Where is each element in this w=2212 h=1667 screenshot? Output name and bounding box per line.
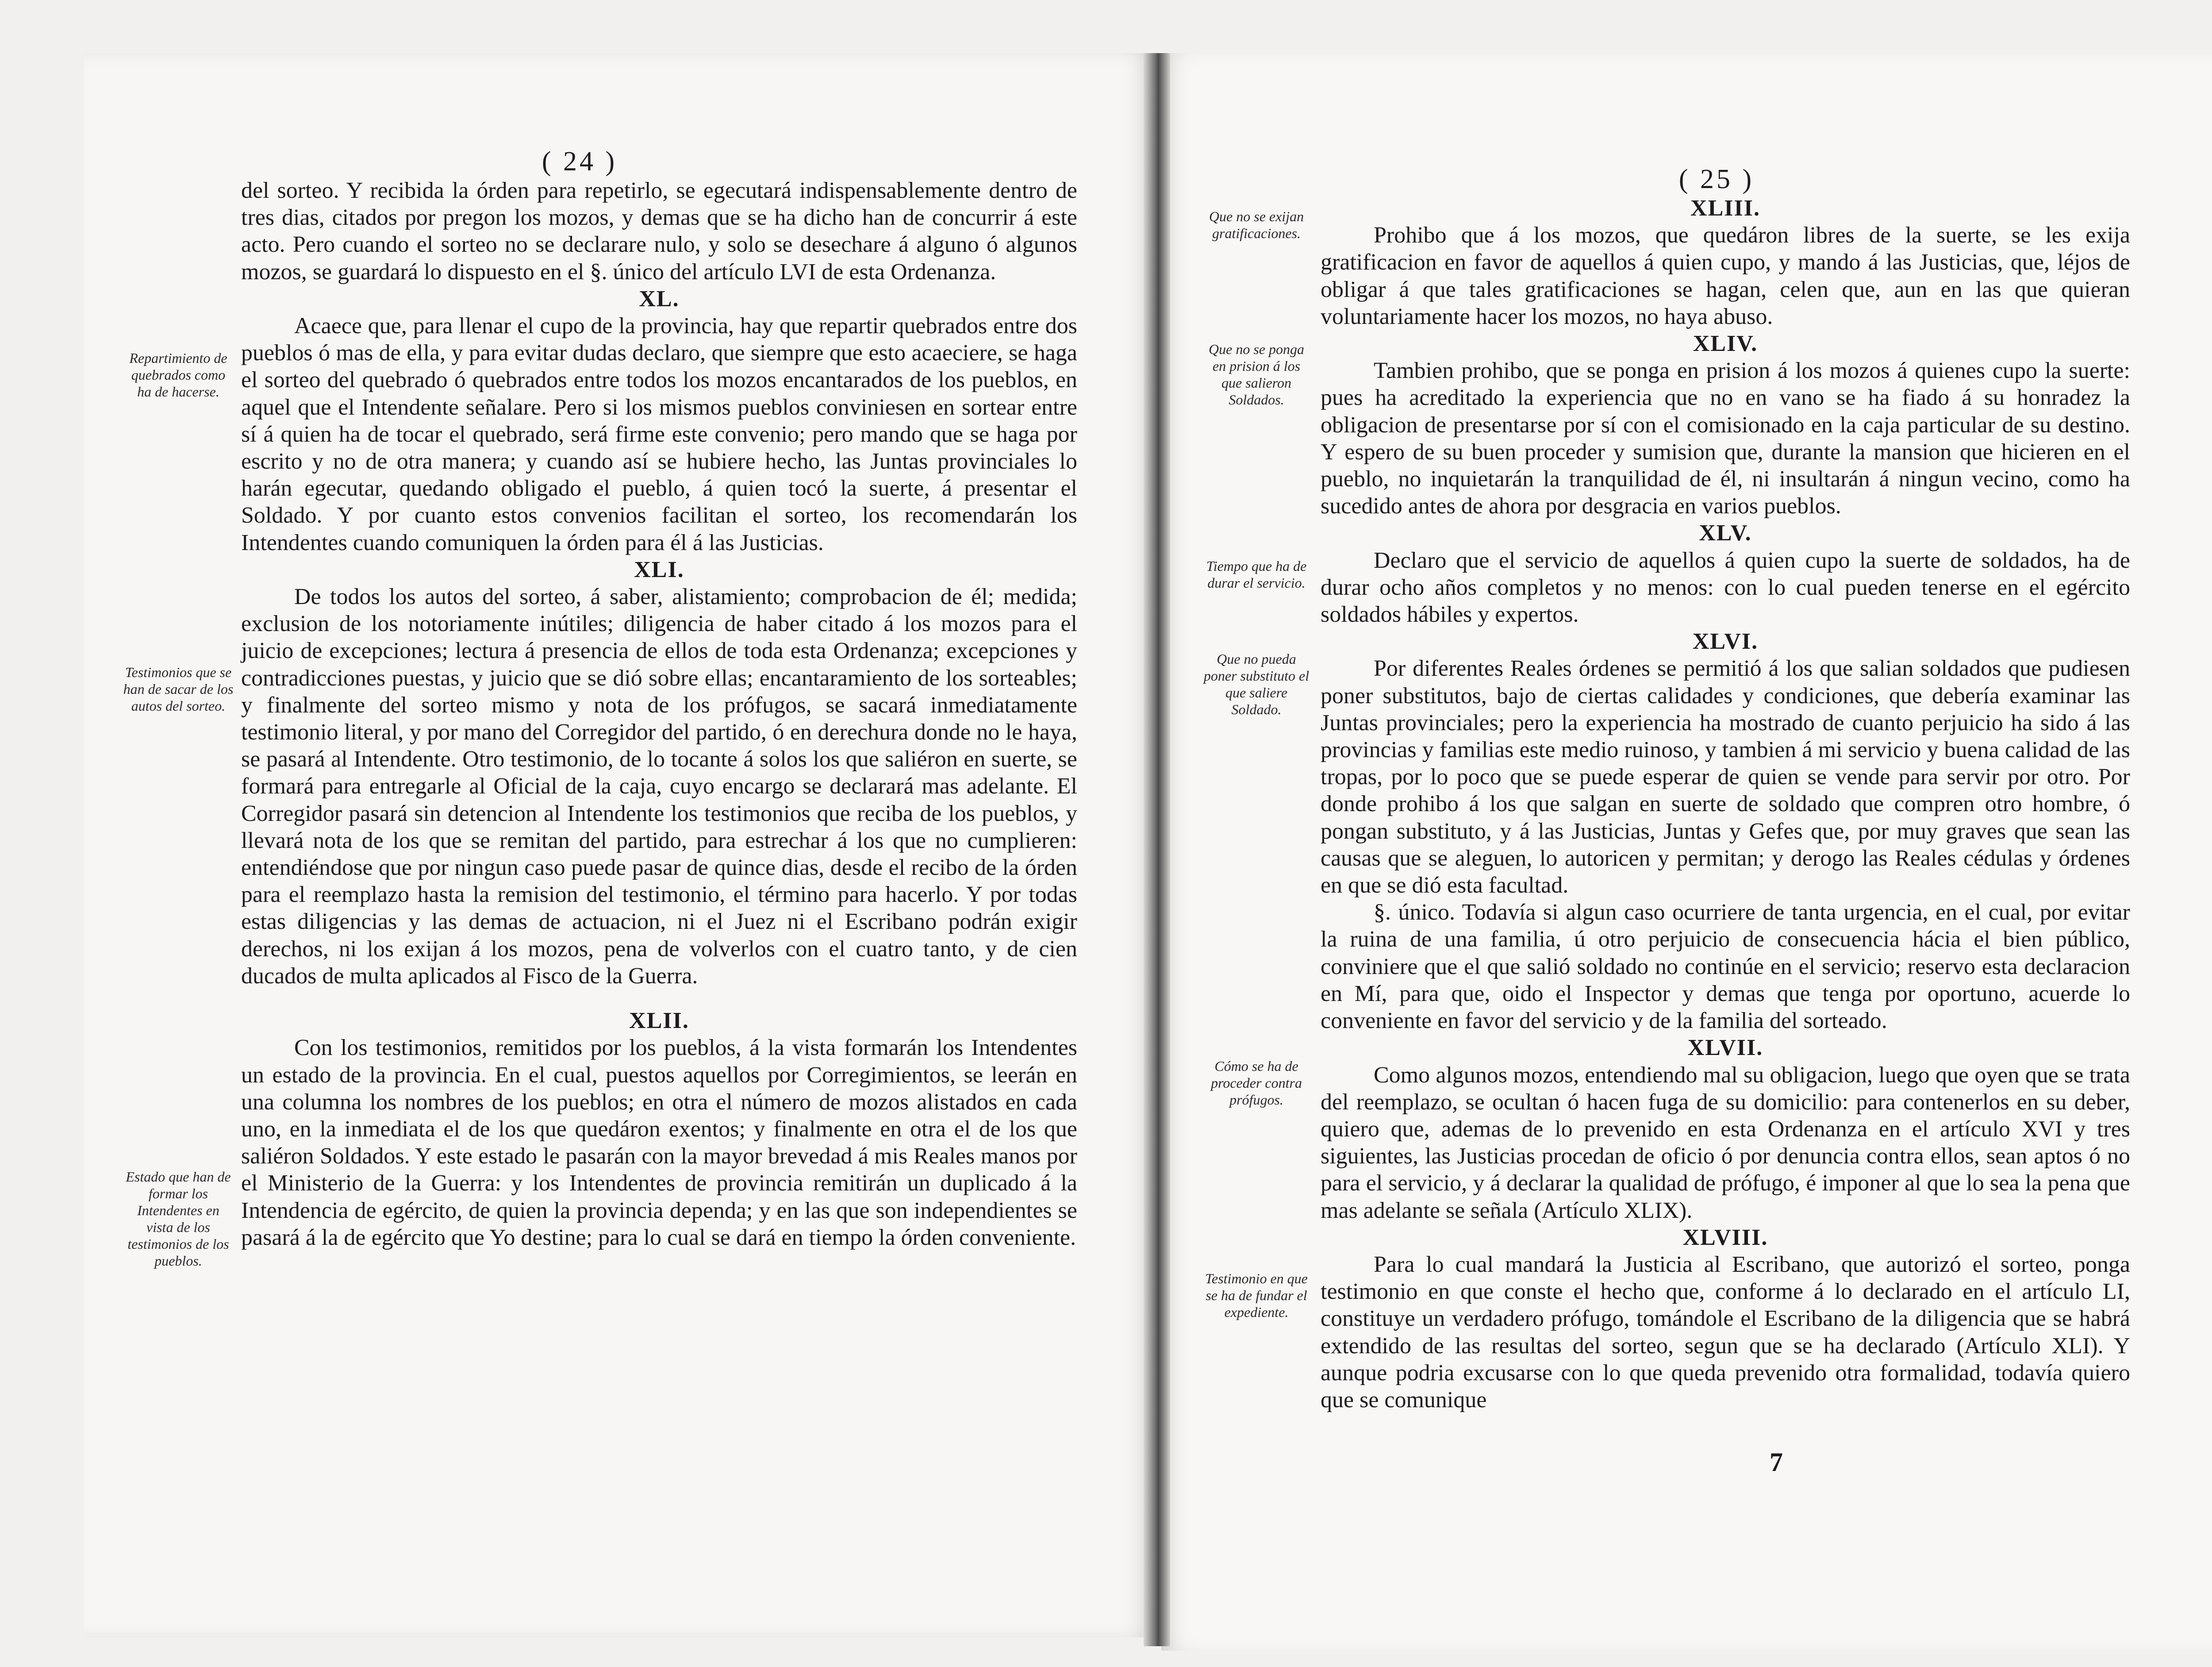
article-heading-xli: XLI. xyxy=(634,557,684,582)
article-heading-xlvi: XLVI. xyxy=(1692,629,1759,654)
margin-note-xl: Repartimiento de quebrados como ha de hacerse. xyxy=(129,350,227,400)
article-text-xl: Acaece que, para llenar el cupo de la provincia, hay que repartir quebrados entre dos pueblos ó mas de ella, y para evitar dudas declaro, que siempre que esto acaeciere, se haga el sorteo del quebrado ó quebrados entre todos los mozos encantarados de los pueblos, en aquel que el Intendente señalare. Pero si los mismos pueblos conviniesen en sortear entre sí á quien ha de tocar el quebrado, será firme este convenio; pero mando que se haga por escrito y no de otra manera; y cuando así se hubiere hecho, las Juntas provinciales lo harán egecutar, quedando obligado el pueblo, á quien tocó la suerte, á presentar el Soldado. Y por cuanto estos convenios facilitan el sorteo, los recomendarán los Intendentes cuando comuniquen la órden para él á las Justicias. xyxy=(241,313,1077,555)
article-heading-xlii: XLII. xyxy=(629,1008,689,1034)
article-heading-xlvii: XLVII. xyxy=(1687,1035,1763,1061)
margin-note-xlviii: Testimonio en que se ha de fundar el expediente. xyxy=(1205,1270,1308,1320)
article-text-xlvii: Como algunos mozos, entendiendo mal su obligacion, luego que oyen que se trata del reemplazo, se ocultan ó hacen fuga de su domicilio: para contenerlos en su deber, quiero que, ademas de lo prevenido en esta Ordenanza en el artículo XVI y tres siguientes, las Justicias procedan de oficio ó por denuncia contra ellos, sean aptos ó no para el servicio, y á declarar la qualidad de prófugo, é imponer al que lo sea la pena que mas adelante se señala (Artículo XLIX). xyxy=(1321,1062,2130,1223)
right-page-number: ( 25 ) xyxy=(1678,164,1755,194)
article-text-xlv: Declaro que el servicio de aquellos á quien cupo la suerte de soldados, ha de durar ocho años completos y no menos: con lo cual pueden tenerse en el egército soldados hábiles y expertos. xyxy=(1321,547,2130,628)
article-text-xlii: Con los testimonios, remitidos por los pueblos, á la vista formarán los Intendentes un estado de la provincia. En el cual, puestos aquellos por Corregimientos, se leerán en una columna los nombres de los pueblos; en otra el número de mozos alistados en cada uno, en la inmediata el de los que quedáron exentos; y finalmente en otra el de los que saliéron Soldados. Y este estado le pasarán con la mayor brevedad á mis Reales manos por el Ministerio de la Guerra: y los Intendentes de provincia remitirán un duplicado á la Intendencia de egército, de quien la provincia dependa; y en las que son independientes se pasará á la de egército que Yo destine; para lo cual se dará en tiempo la órden conveniente. xyxy=(241,1035,1077,1250)
article-heading-xl: XL. xyxy=(639,286,680,312)
book-gutter xyxy=(1144,53,1170,1646)
margin-note-xlii: Estado que han de formar los Intendentes en vista de los testimonios de los pueblos. xyxy=(126,1169,231,1269)
margin-note-xlvii: Cómo se ha de proceder contra prófugos. xyxy=(1211,1058,1302,1108)
article-heading-xliv: XLIV. xyxy=(1693,331,1758,357)
article-heading-xlviii: XLVIII. xyxy=(1682,1224,1768,1250)
article-text-xlvi: Por diferentes Reales órdenes se permitió á los que salian soldados que pudiesen poner substitutos, bajo de ciertas calidades y condiciones, que debería examinar las Juntas provinciales; pero la experiencia ha mostrado de cuanto perjuicio ha sido á las provincias y familias este medio ruinoso, y tambien á mi servicio y buena calidad de las tropas, por lo poco que se puede esperar de quien se vende para servir por otro. Por donde prohibo á los que salgan en suerte de soldado que compren otro hombre, ó pongan substituto, y á las Justicias, Juntas y Gefes que, por muy graves que sean las causas que se aleguen, lo autoricen y permitan; y derogo las Reales cédulas y órdenes en que se dió esta facultad. xyxy=(1321,656,2130,898)
margin-note-xlvi: Que no pueda poner substituto el que saliere Soldado. xyxy=(1203,651,1310,717)
opening-paragraph: del sorteo. Y recibida la órden para repetirlo, se egecutará indispensablemente dentro de tres dias, citados por pregon los mozos, y demas que se ha dicho han de concurrir á este acto. Pero cuando el sorteo no se declarare nulo, y solo se desechare á alguno ó algunos mozos, se guardará lo dispuesto en el §. único del artículo LVI de esta Ordenanza. xyxy=(241,178,1077,285)
margin-note-xliii: Que no se exijan gratificaciones. xyxy=(1209,208,1304,241)
signature-mark: 7 xyxy=(1770,1448,1783,1477)
left-page-number: ( 24 ) xyxy=(541,146,618,177)
article-text-xliv: Tambien prohibo, que se ponga en prision á los mozos á quienes cupo la suerte: pues ha acreditado la experiencia que no en vano se ha fiado á su honradez la obligacion de presentarse por sí con el comisionado en la caja particular de su destino. Y espero de su buen proceder y sumision que, durante la mansion que hicieren en el pueblo, no inquietarán la tranquilidad de él, ni insultarán á ningun vecino, como ha sucedido antes de ahora por desgracia en varios pueblos. xyxy=(1321,358,2130,519)
margin-note-xli: Testimonios que se han de sacar de los autos del sorteo. xyxy=(123,664,234,714)
article-heading-xliii: XLIII. xyxy=(1690,196,1760,221)
article-text-xli: De todos los autos del sorteo, á saber, alistamiento; comprobacion de él; medida; exclusion de los notoriamente inútiles; diligencia de haber citado á los mozos para el juicio de excepciones; lectura á presencia de ellos de toda esta Ordenanza; excepciones y contradicciones puestas, y juicio que se dió sobre ellas; encantaramiento de los sorteables; y finalmente del sorteo mismo y nota de los prófugos, se sacará inmediatamente testimonio literal, y por mano del Corregidor del partido, ó en derechura donde no le haya, se pasará al Intendente. Otro testimonio, de lo tocante á solos los que saliéron en suerte, se formará para entregarle al Oficial de la caja, cuyo encargo se declarará mas adelante. El Corregidor pasará sin detencion al Intendente los testimonios que reciba de los pueblos, y llevará nota de los que se remitan del partido, para estrechar á los que no cumplieren: entendiéndose que por ningun caso puede pasar de quince dias, desde el recibo de la órden para el reemplazo hasta la remision del testimonio, el término para hacerlo. Y por todas estas diligencias y las demas de actuacion, ni el Juez ni el Escribano podrán exigir derechos, ni los exijan á los mozos, pena de volverlos con el cuatro tanto, y de cien ducados de multa aplicados al Fisco de la Guerra. xyxy=(241,584,1077,989)
article-section-xlvi: §. único. Todavía si algun caso ocurriere de tanta urgencia, en el cual, por evitar la ruina de una familia, ú otro perjuicio de consecuencia hácia el bien público, conviniere que el que salió soldado no continúe en el servicio; reservo esta declaracion en Mí, para que, oido el Inspector y demas que tenga por oportuno, acuerde lo conveniente en favor del servicio y de la familia del sorteado. xyxy=(1321,900,2130,1034)
article-text-xlviii: Para lo cual mandará la Justicia al Escribano, que autorizó el sorteo, ponga testimonio en que conste el hecho que, conforme á lo declarado en el artículo LI, constituye un verdadero prófugo, tomándole el Escribano de la diligencia que se habrá extendido de las resultas del sorteo, segun que se ha declarado (Artículo XLI). Y aunque podria excusarse con lo que queda prevenido otra formalidad, todavía quiero que se comunique xyxy=(1321,1251,2130,1413)
article-heading-xlv: XLV. xyxy=(1699,520,1752,546)
right-page-body xyxy=(1321,195,2130,1413)
margin-note-xlv: Tiempo que ha de durar el servicio. xyxy=(1206,558,1307,591)
left-page-body xyxy=(241,177,1077,1251)
margin-note-xliv: Que no se ponga en prision á los que salieron Soldados. xyxy=(1209,341,1304,408)
article-text-xliii: Prohibo que á los mozos, que quedáron libres de la suerte, se les exija gratificacion en favor de aquellos á quien cupo, y mando á las Justicias, que, léjos de obligar á que tales gratificaciones se hagan, celen que, aun en las que quieran voluntariamente hacer los mozos, no haya abuso. xyxy=(1321,223,2130,329)
